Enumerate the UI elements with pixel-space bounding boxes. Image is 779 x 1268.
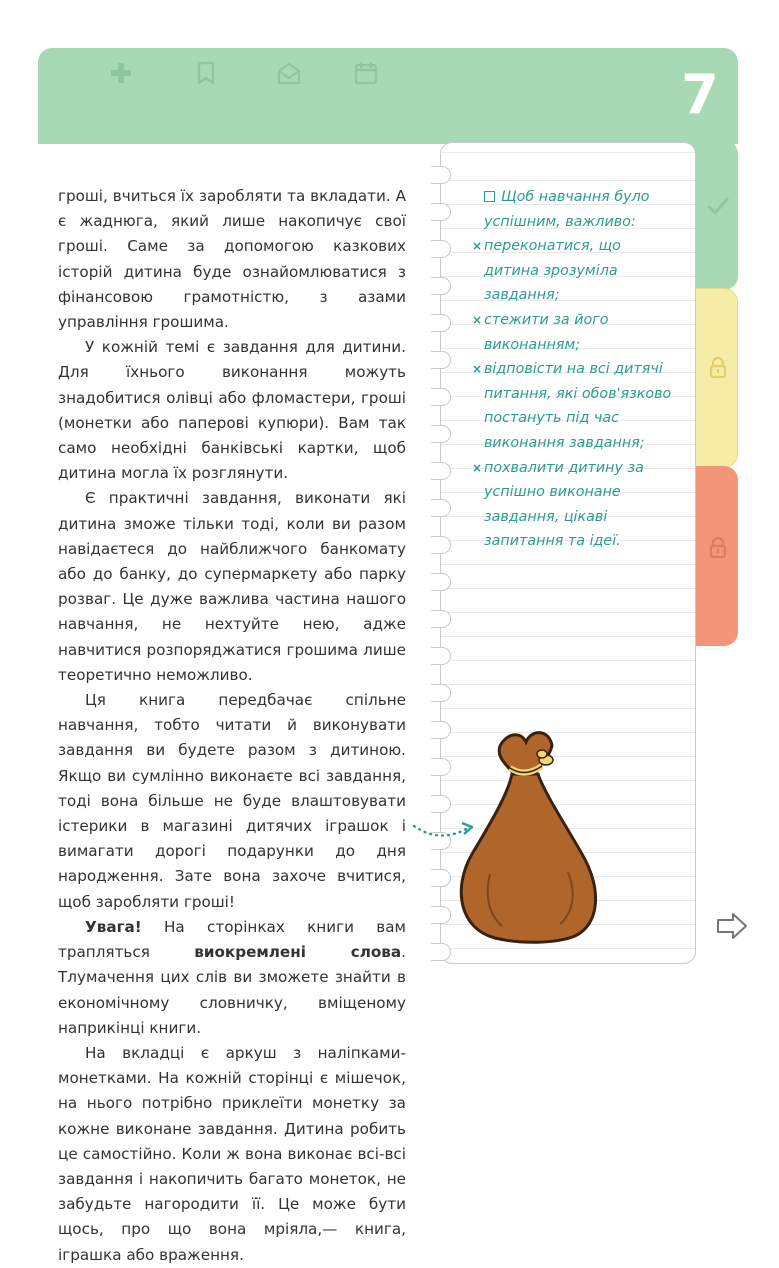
plus-icon[interactable] xyxy=(108,60,134,86)
paragraph: Є практичні завдання, виконати які дитина зможе тільки тоді, коли ви разом навідаєтеся до найближчого банкомату або до банку, до супермаркету або парку розваг. Це дуже важлива частина нашого навчання, не нехтуйте нею, адже навчитися розпоряджатися грошима лише теоретично неможливо. xyxy=(58,489,406,684)
list-item-text: переконатися, що дитина зрозуміла завдання; xyxy=(484,238,621,304)
list-item xyxy=(472,456,680,554)
notebook-spiral-hole xyxy=(431,721,451,739)
notebook-spiral-hole xyxy=(431,758,451,776)
paragraph-attention xyxy=(58,915,406,1041)
notebook-spiral-hole xyxy=(431,647,451,665)
list-item-text: похвалити дитину за успішно виконане завдання, цікаві запитання та ідеї. xyxy=(484,459,644,550)
tips-heading xyxy=(484,185,680,234)
notebook-spiral-hole xyxy=(431,869,451,887)
attention-label: Увага! xyxy=(85,917,142,936)
notebook-spiral-hole xyxy=(431,536,451,554)
bookmark-icon[interactable] xyxy=(193,60,219,86)
notebook-spiral-hole xyxy=(431,610,451,628)
cross-bullet-icon: × xyxy=(472,362,483,377)
notebook-spiral-hole xyxy=(431,351,451,369)
lock-icon xyxy=(706,535,730,559)
paragraph: На вкладці є аркуш з наліпками-монетками. На кожній сторінці є мішечок, на нього потрібно приклеїти монетку за кожне виконане завдання. Дитина робить це самостійно. Коли ж вона виконає всі-всі завдання і накопичить багато монеток, не забудьте нагородити її. Це може бути щось, про що вона мріяла,— книга, іграшка або враження. xyxy=(58,1043,406,1264)
cross-bullet-icon: × xyxy=(472,460,483,475)
notebook-spiral-hole xyxy=(431,166,451,184)
list-item xyxy=(472,308,680,357)
notebook-spiral-hole xyxy=(431,906,451,924)
list-item-text: відповісти на всі дитячі питання, які обов'язково постануть під час виконання завдання; xyxy=(484,361,672,451)
notebook-spiral-hole xyxy=(431,462,451,480)
cross-bullet-icon: × xyxy=(472,312,483,327)
notebook-spiral-hole xyxy=(431,277,451,295)
paragraph: Ця книга передбачає спільне навчання, тобто читати й виконувати завдання ви будете разом з дитиною. Якщо ви сумлінно виконаєте всі завдання, тоді вона більше не буде влаштовувати істерики в магазині дитячих іграшок і вимагати дорогі подарунки до дня народження. Зате вона захоче вчитися, щоб заробляти гроші! xyxy=(58,691,406,911)
checkbox-icon xyxy=(484,191,495,202)
notebook-spiral-hole xyxy=(431,943,451,961)
page-header xyxy=(38,48,738,144)
lock-icon xyxy=(706,355,730,379)
next-page-arrow-icon[interactable] xyxy=(716,911,748,941)
list-item-text: стежити за його виконанням; xyxy=(484,311,609,353)
notebook-spiral-hole xyxy=(431,425,451,443)
list-item xyxy=(472,234,680,308)
notebook-spiral-hole xyxy=(431,684,451,702)
paragraph-text: . Тлумачення цих слів ви зможете знайти в економічному словничку, вміщеному наприкінці книги. xyxy=(58,943,406,1037)
cross-bullet-icon: × xyxy=(472,239,483,254)
notebook-spiral-hole xyxy=(431,573,451,591)
tips-heading-text: Щоб навчання було успішним, важливо: xyxy=(484,189,650,230)
notebook-spiral-hole xyxy=(431,499,451,517)
envelope-icon[interactable] xyxy=(276,60,302,86)
money-bag-icon xyxy=(450,724,610,946)
notebook-spiral-hole xyxy=(431,314,451,332)
list-item xyxy=(472,357,680,455)
paragraph: У кожній темі є завдання для дитини. Для їхнього виконання можуть знадобитися олівці або фломастери, гроші (монетки або паперові купюри). Вам так само необхідні банківські картки, щоб дитина могла їх розглянути. xyxy=(58,338,406,483)
notebook-spiral-hole xyxy=(431,203,451,221)
page-number: 7 xyxy=(681,63,719,126)
paragraph-text: На сторінках книги вам трапляться xyxy=(58,917,406,962)
notebook-spiral-hole xyxy=(431,240,451,258)
notebook-spiral-hole xyxy=(431,388,451,406)
tips-list xyxy=(472,185,680,554)
checkmark-icon xyxy=(706,194,730,218)
paragraph: гроші, вчиться їх заробляти та вкладати. А є жаднюга, який лише накопичує свої гроші. Саме за допомогою казкових історій дитина буде ознайомлюватися з фінансовою грамотністю, з азами управління грошима. xyxy=(58,187,406,332)
calendar-icon[interactable] xyxy=(353,60,379,86)
highlighted-words: виокремлені слова xyxy=(194,943,402,962)
body-text xyxy=(58,184,406,1268)
